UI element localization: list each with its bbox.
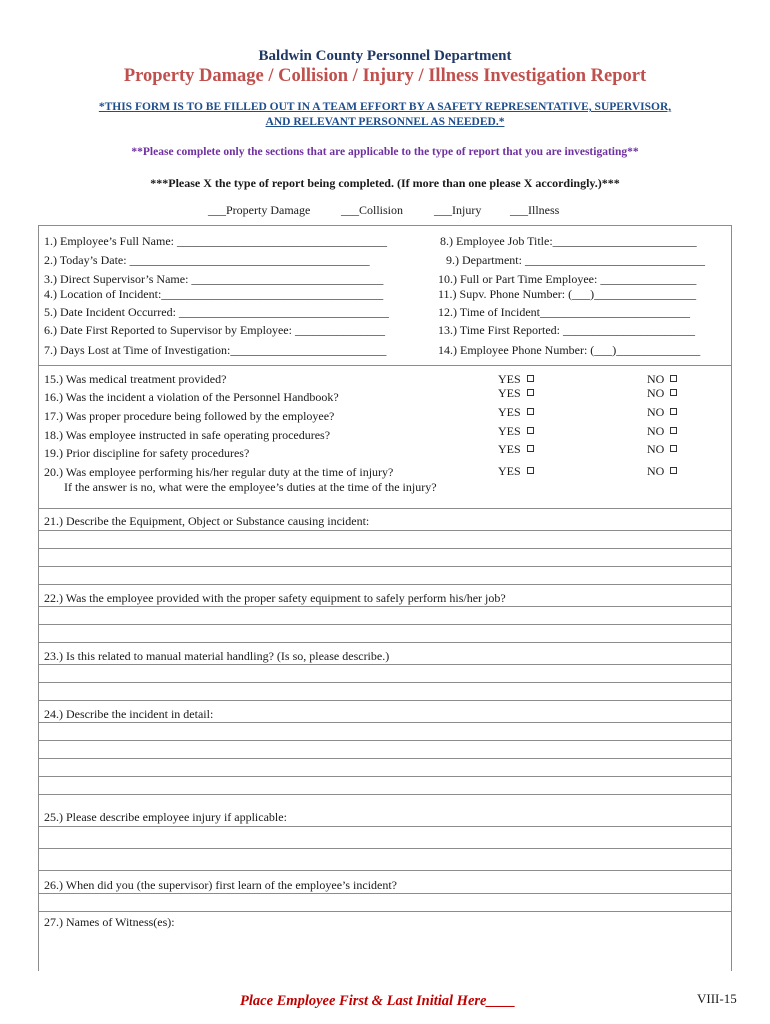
yes-label: YES bbox=[498, 464, 521, 478]
checkbox-square-icon bbox=[670, 389, 677, 396]
no-label: NO bbox=[647, 442, 665, 456]
answer-line[interactable] bbox=[38, 700, 732, 701]
question-19-label: 19.) Prior discipline for safety procedures? bbox=[44, 446, 250, 460]
checkbox-square-icon bbox=[670, 445, 677, 452]
question-23-label: 23.) Is this related to manual material handling? (Is so, please describe.) bbox=[44, 649, 390, 663]
employee-phone-field[interactable]: 14.) Employee Phone Number: (___)______________ bbox=[438, 343, 701, 357]
form-left-border bbox=[38, 225, 39, 971]
answer-line[interactable] bbox=[38, 682, 732, 683]
yes-label: YES bbox=[498, 386, 521, 400]
answer-line[interactable] bbox=[38, 530, 732, 531]
form-top-border bbox=[38, 225, 732, 226]
question-18-label: 18.) Was employee instructed in safe operating procedures? bbox=[44, 428, 331, 442]
answer-line[interactable] bbox=[38, 911, 732, 912]
report-type-property-damage[interactable]: ___Property Damage bbox=[208, 203, 311, 217]
employee-initials-field[interactable]: Place Employee First & Last Initial Here____ bbox=[240, 993, 516, 1009]
question-24-label: 24.) Describe the incident in detail: bbox=[44, 707, 214, 721]
section-divider bbox=[38, 365, 732, 366]
answer-line[interactable] bbox=[38, 606, 732, 607]
q18-yes-checkbox[interactable] bbox=[498, 424, 534, 439]
q20-yes-checkbox[interactable] bbox=[498, 464, 534, 479]
days-lost-field[interactable]: 7.) Days Lost at Time of Investigation:__________________________ bbox=[44, 343, 387, 357]
checkbox-square-icon bbox=[527, 467, 534, 474]
q19-yes-checkbox[interactable] bbox=[498, 442, 534, 457]
checkbox-square-icon bbox=[670, 375, 677, 382]
team-effort-note-line2: AND RELEVANT PERSONNEL AS NEEDED.* bbox=[265, 116, 505, 128]
no-label: NO bbox=[647, 464, 665, 478]
answer-line[interactable] bbox=[38, 548, 732, 549]
answer-line[interactable] bbox=[38, 893, 732, 894]
q17-no-checkbox[interactable] bbox=[647, 405, 677, 420]
q15-no-checkbox[interactable] bbox=[647, 372, 677, 387]
checkbox-square-icon bbox=[527, 389, 534, 396]
form-right-border bbox=[731, 225, 732, 971]
question-26-label: 26.) When did you (the supervisor) first learn of the employee’s incident? bbox=[44, 878, 398, 892]
answer-line[interactable] bbox=[38, 758, 732, 759]
question-25-label: 25.) Please describe employee injury if applicable: bbox=[44, 810, 287, 824]
answer-line[interactable] bbox=[38, 794, 732, 795]
question-27-label: 27.) Names of Witness(es): bbox=[44, 915, 175, 929]
time-first-reported-field[interactable]: 13.) Time First Reported: ______________________ bbox=[438, 323, 696, 337]
time-of-incident-field[interactable]: 12.) Time of Incident_________________________ bbox=[438, 305, 690, 319]
no-label: NO bbox=[647, 424, 665, 438]
question-17-label: 17.) Was proper procedure being followed by the employee? bbox=[44, 409, 335, 423]
q18-no-checkbox[interactable] bbox=[647, 424, 677, 439]
supervisor-phone-field[interactable]: 11.) Supv. Phone Number: (___)_________________ bbox=[438, 287, 697, 301]
answer-line[interactable] bbox=[38, 826, 732, 827]
q19-no-checkbox[interactable] bbox=[647, 442, 677, 457]
report-type-instruction: ***Please X the type of report being completed. (If more than one please X accordingly.)*** bbox=[150, 176, 620, 190]
answer-line[interactable] bbox=[38, 566, 732, 567]
no-label: NO bbox=[647, 386, 665, 400]
section-divider bbox=[38, 508, 732, 509]
q16-yes-checkbox[interactable] bbox=[498, 386, 534, 401]
report-type-illness[interactable]: ___Illness bbox=[510, 203, 560, 217]
full-part-time-field[interactable]: 10.) Full or Part Time Employee: ________________ bbox=[438, 272, 697, 286]
q17-yes-checkbox[interactable] bbox=[498, 405, 534, 420]
question-20-label: 20.) Was employee performing his/her regular duty at the time of injury? bbox=[44, 465, 394, 479]
location-of-incident-field[interactable]: 4.) Location of Incident:_____________________________________ bbox=[44, 287, 384, 301]
answer-line[interactable] bbox=[38, 870, 732, 871]
applicable-sections-note: **Please complete only the sections that are applicable to the type of report that you are investigating** bbox=[131, 146, 639, 158]
employee-full-name-field[interactable]: 1.) Employee’s Full Name: ___________________________________ bbox=[44, 234, 387, 248]
checkbox-square-icon bbox=[670, 427, 677, 434]
report-type-collision[interactable]: ___Collision bbox=[341, 203, 404, 217]
question-21-label: 21.) Describe the Equipment, Object or Substance causing incident: bbox=[44, 514, 370, 528]
question-22-label: 22.) Was the employee provided with the proper safety equipment to safely perform his/her job? bbox=[44, 591, 506, 605]
answer-line[interactable] bbox=[38, 848, 732, 849]
no-label: NO bbox=[647, 372, 665, 386]
yes-label: YES bbox=[498, 442, 521, 456]
checkbox-square-icon bbox=[527, 375, 534, 382]
checkbox-square-icon bbox=[527, 427, 534, 434]
report-title: Property Damage / Collision / Injury / Illness Investigation Report bbox=[123, 66, 647, 86]
answer-line[interactable] bbox=[38, 584, 732, 585]
direct-supervisor-field[interactable]: 3.) Direct Supervisor’s Name: ________________________________ bbox=[44, 272, 384, 286]
team-effort-note-line1: *THIS FORM IS TO BE FILLED OUT IN A TEAM EFFORT BY A SAFETY REPRESENTATIVE, SUPERVISOR, bbox=[98, 101, 672, 113]
report-type-injury[interactable]: ___Injury bbox=[434, 203, 482, 217]
todays-date-field[interactable]: 2.) Today’s Date: ________________________________________ bbox=[44, 253, 370, 267]
checkbox-square-icon bbox=[670, 467, 677, 474]
question-16-label: 16.) Was the incident a violation of the Personnel Handbook? bbox=[44, 390, 339, 404]
yes-label: YES bbox=[498, 372, 521, 386]
answer-line[interactable] bbox=[38, 642, 732, 643]
department-field[interactable]: 9.) Department: ______________________________ bbox=[446, 253, 705, 267]
answer-line[interactable] bbox=[38, 722, 732, 723]
q20-no-checkbox[interactable] bbox=[647, 464, 677, 479]
yes-label: YES bbox=[498, 405, 521, 419]
q16-no-checkbox[interactable] bbox=[647, 386, 677, 401]
checkbox-square-icon bbox=[670, 408, 677, 415]
date-first-reported-field[interactable]: 6.) Date First Reported to Supervisor by Employee: _______________ bbox=[44, 323, 385, 337]
yes-label: YES bbox=[498, 424, 521, 438]
question-20-followup-label: If the answer is no, what were the employee’s duties at the time of the injury? bbox=[64, 480, 437, 494]
answer-line[interactable] bbox=[38, 776, 732, 777]
employee-job-title-field[interactable]: 8.) Employee Job Title:________________________ bbox=[440, 234, 697, 248]
date-incident-occurred-field[interactable]: 5.) Date Incident Occurred: ___________________________________ bbox=[44, 305, 389, 319]
no-label: NO bbox=[647, 405, 665, 419]
checkbox-square-icon bbox=[527, 408, 534, 415]
question-15-label: 15.) Was medical treatment provided? bbox=[44, 372, 227, 386]
q15-yes-checkbox[interactable] bbox=[498, 372, 534, 387]
department-name: Baldwin County Personnel Department bbox=[258, 48, 512, 64]
page-number: VIII-15 bbox=[697, 991, 737, 1006]
answer-line[interactable] bbox=[38, 624, 732, 625]
answer-line[interactable] bbox=[38, 664, 732, 665]
answer-line[interactable] bbox=[38, 740, 732, 741]
checkbox-square-icon bbox=[527, 445, 534, 452]
